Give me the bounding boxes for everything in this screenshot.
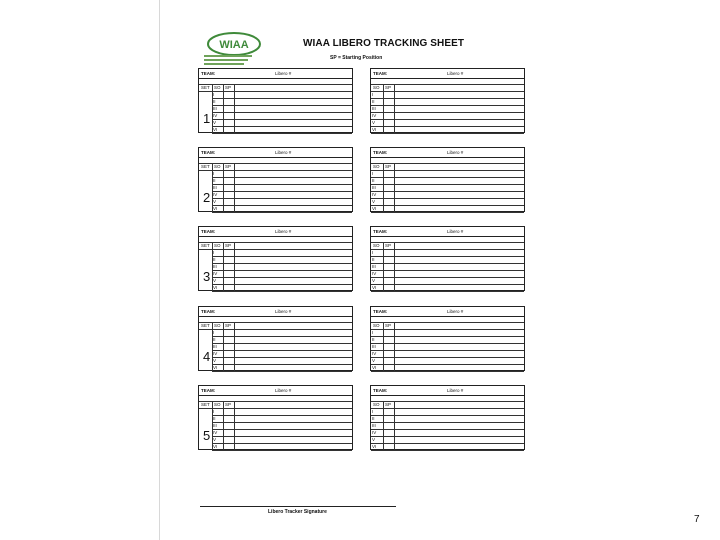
- team-label: TEAM:: [201, 229, 216, 234]
- rotation-label: I: [213, 171, 215, 176]
- tracking-box: [198, 147, 353, 212]
- grid-rule: [212, 422, 352, 423]
- rotation-label: VI: [213, 365, 218, 370]
- rotation-label: V: [213, 199, 217, 204]
- libero-label: Libero #: [275, 150, 292, 155]
- box-header: [371, 69, 524, 79]
- grid-column-rule: [394, 242, 395, 291]
- rotation-label: IV: [372, 351, 377, 356]
- tracking-box: [198, 226, 353, 291]
- column-headers: [199, 242, 352, 249]
- column-header: SO: [373, 402, 380, 407]
- rotation-label: I: [213, 409, 215, 414]
- grid-rule: [199, 242, 352, 243]
- rotation-label: III: [213, 185, 217, 190]
- rotation-label: II: [372, 99, 375, 104]
- column-header: SET: [201, 323, 210, 328]
- rotation-label: III: [372, 106, 376, 111]
- grid-column-rule: [383, 84, 384, 133]
- column-header: SO: [373, 164, 380, 169]
- rotation-label: III: [213, 264, 217, 269]
- column-header: SP: [225, 323, 232, 328]
- grid-rule: [212, 436, 352, 437]
- column-header: SP: [385, 85, 392, 90]
- column-header: SO: [373, 243, 380, 248]
- grid-column-rule: [234, 242, 235, 291]
- column-header: SP: [225, 243, 232, 248]
- grid-rule: [212, 184, 352, 185]
- rotation-label: IV: [372, 271, 377, 276]
- rotation-label: III: [372, 423, 376, 428]
- rotation-label: IV: [213, 430, 218, 435]
- grid-rule: [212, 371, 352, 372]
- grid-rule: [212, 357, 352, 358]
- grid-rule: [371, 450, 524, 451]
- rotation-label: V: [213, 278, 217, 283]
- rotation-label: V: [372, 437, 376, 442]
- rotation-label: VI: [213, 127, 218, 132]
- column-header: SP: [385, 164, 392, 169]
- column-header: SP: [385, 243, 392, 248]
- rotation-label: I: [372, 92, 374, 97]
- grid-column-rule: [223, 322, 224, 371]
- column-header: SO: [214, 243, 221, 248]
- tracking-box: [198, 385, 353, 450]
- grid-rule: [199, 91, 352, 92]
- team-label: TEAM:: [373, 388, 388, 393]
- set-number: 2: [203, 190, 211, 205]
- grid-rule: [371, 212, 524, 213]
- rotation-label: II: [213, 257, 216, 262]
- rotation-label: VI: [372, 365, 377, 370]
- grid-rule: [212, 112, 352, 113]
- rotation-label: VI: [213, 285, 218, 290]
- set-number: 3: [203, 269, 211, 284]
- grid-rule: [199, 249, 352, 250]
- rotation-label: V: [372, 278, 376, 283]
- grid-rule: [212, 291, 352, 292]
- rotation-label: V: [372, 120, 376, 125]
- grid-column-rule: [383, 401, 384, 450]
- libero-label: Libero #: [447, 150, 464, 155]
- column-header: SET: [201, 402, 210, 407]
- rotation-label: II: [213, 99, 216, 104]
- grid-rule: [212, 270, 352, 271]
- column-header: SET: [201, 85, 210, 90]
- team-label: TEAM:: [201, 150, 216, 155]
- set-number: 1: [203, 111, 211, 126]
- tracking-box: [370, 385, 525, 450]
- tracking-box: [370, 68, 525, 133]
- column-header: SO: [214, 323, 221, 328]
- grid-column-rule: [223, 401, 224, 450]
- grid-rule: [199, 408, 352, 409]
- rotation-label: III: [372, 264, 376, 269]
- grid-rule: [199, 170, 352, 171]
- document-page: [160, 0, 720, 540]
- grid-rule: [371, 291, 524, 292]
- rotation-label: II: [213, 416, 216, 421]
- rotation-label: V: [372, 199, 376, 204]
- rotation-label: VI: [372, 206, 377, 211]
- team-label: TEAM:: [373, 71, 388, 76]
- grid-rule: [212, 350, 352, 351]
- column-header: SO: [373, 323, 380, 328]
- tracking-box: [370, 306, 525, 371]
- rotation-label: I: [372, 171, 374, 176]
- rotation-label: VI: [372, 127, 377, 132]
- grid-rule: [212, 119, 352, 120]
- rotation-label: IV: [213, 351, 218, 356]
- grid-rule: [199, 84, 352, 85]
- rotation-label: II: [372, 178, 375, 183]
- grid-column-rule: [234, 322, 235, 371]
- libero-label: Libero #: [447, 229, 464, 234]
- team-label: TEAM:: [201, 388, 216, 393]
- column-header: SP: [225, 402, 232, 407]
- tracking-box: [198, 68, 353, 133]
- grid-rule: [212, 450, 352, 451]
- grid-rule: [199, 322, 352, 323]
- box-header: [371, 386, 524, 396]
- page-number: 7: [694, 514, 700, 525]
- rotation-label: III: [213, 344, 217, 349]
- grid-rule: [212, 284, 352, 285]
- grid-rule: [212, 256, 352, 257]
- rotation-label: I: [213, 92, 215, 97]
- set-number: 4: [203, 349, 211, 364]
- libero-label: Libero #: [447, 71, 464, 76]
- tracking-box: [370, 226, 525, 291]
- rotation-label: III: [213, 423, 217, 428]
- grid-rule: [212, 198, 352, 199]
- rotation-label: IV: [213, 192, 218, 197]
- grid-column-rule: [383, 322, 384, 371]
- column-header: SP: [225, 164, 232, 169]
- rotation-label: VI: [213, 444, 218, 449]
- grid-rule: [212, 133, 352, 134]
- grid-rule: [212, 263, 352, 264]
- libero-label: Libero #: [275, 309, 292, 314]
- column-header: SET: [201, 164, 210, 169]
- team-label: TEAM:: [201, 309, 216, 314]
- rotation-label: IV: [372, 113, 377, 118]
- column-headers: [199, 84, 352, 91]
- sheet-subtitle: SP = Starting Position: [330, 55, 383, 61]
- column-header: SET: [201, 243, 210, 248]
- box-header: [199, 307, 352, 317]
- grid-rule: [371, 133, 524, 134]
- rotation-label: VI: [213, 206, 218, 211]
- team-label: TEAM:: [373, 229, 388, 234]
- rotation-label: VI: [372, 444, 377, 449]
- logo-tagline-lines: [204, 53, 258, 65]
- rotation-label: II: [372, 337, 375, 342]
- rotation-label: IV: [372, 192, 377, 197]
- box-header: [371, 227, 524, 237]
- column-header: SO: [214, 164, 221, 169]
- grid-rule: [212, 364, 352, 365]
- rotation-label: I: [372, 330, 374, 335]
- rotation-label: III: [213, 106, 217, 111]
- rotation-label: IV: [213, 113, 218, 118]
- rotation-label: II: [372, 416, 375, 421]
- libero-label: Libero #: [275, 388, 292, 393]
- team-label: TEAM:: [373, 150, 388, 155]
- rotation-label: V: [213, 358, 217, 363]
- grid-rule: [212, 429, 352, 430]
- rotation-label: V: [213, 437, 217, 442]
- grid-rule: [199, 401, 352, 402]
- box-header: [199, 148, 352, 158]
- grid-rule: [212, 105, 352, 106]
- box-header: [199, 386, 352, 396]
- grid-column-rule: [223, 242, 224, 291]
- team-label: TEAM:: [373, 309, 388, 314]
- grid-column-rule: [223, 84, 224, 133]
- rotation-label: II: [213, 337, 216, 342]
- column-header: SO: [214, 85, 221, 90]
- box-header: [371, 307, 524, 317]
- rotation-label: V: [213, 120, 217, 125]
- libero-label: Libero #: [275, 71, 292, 76]
- grid-column-rule: [234, 401, 235, 450]
- column-header: SO: [214, 402, 221, 407]
- grid-column-rule: [394, 401, 395, 450]
- grid-rule: [212, 177, 352, 178]
- rotation-label: I: [213, 330, 215, 335]
- sheet-title: WIAA LIBERO TRACKING SHEET: [303, 38, 465, 49]
- grid-rule: [212, 205, 352, 206]
- set-number: 5: [203, 428, 211, 443]
- logo-text: WIAA: [219, 39, 249, 51]
- libero-label: Libero #: [447, 309, 464, 314]
- rotation-label: I: [372, 250, 374, 255]
- team-label: TEAM:: [201, 71, 216, 76]
- rotation-label: III: [372, 344, 376, 349]
- signature-label: Libero Tracker Signature: [268, 509, 327, 515]
- rotation-label: IV: [213, 271, 218, 276]
- grid-column-rule: [383, 242, 384, 291]
- grid-column-rule: [394, 84, 395, 133]
- grid-rule: [212, 212, 352, 213]
- box-header: [199, 69, 352, 79]
- grid-rule: [212, 415, 352, 416]
- grid-column-rule: [234, 163, 235, 212]
- column-headers: [199, 163, 352, 170]
- grid-column-rule: [223, 163, 224, 212]
- grid-column-rule: [394, 322, 395, 371]
- rotation-label: II: [213, 178, 216, 183]
- grid-rule: [212, 343, 352, 344]
- grid-rule: [212, 98, 352, 99]
- grid-column-rule: [394, 163, 395, 212]
- grid-rule: [212, 277, 352, 278]
- rotation-label: I: [372, 409, 374, 414]
- libero-label: Libero #: [275, 229, 292, 234]
- column-header: SP: [385, 402, 392, 407]
- grid-rule: [199, 329, 352, 330]
- grid-rule: [212, 336, 352, 337]
- column-header: SO: [373, 85, 380, 90]
- box-header: [199, 227, 352, 237]
- column-header: SP: [225, 85, 232, 90]
- grid-rule: [212, 443, 352, 444]
- grid-rule: [212, 191, 352, 192]
- rotation-label: VI: [372, 285, 377, 290]
- rotation-label: I: [213, 250, 215, 255]
- grid-rule: [199, 163, 352, 164]
- rotation-label: III: [372, 185, 376, 190]
- grid-column-rule: [383, 163, 384, 212]
- grid-rule: [212, 126, 352, 127]
- grid-column-rule: [234, 84, 235, 133]
- libero-label: Libero #: [447, 388, 464, 393]
- grid-rule: [371, 371, 524, 372]
- column-header: SP: [385, 323, 392, 328]
- tracking-box: [370, 147, 525, 212]
- column-headers: [199, 401, 352, 408]
- rotation-label: V: [372, 358, 376, 363]
- box-header: [371, 148, 524, 158]
- tracking-box: [198, 306, 353, 371]
- rotation-label: IV: [372, 430, 377, 435]
- column-headers: [199, 322, 352, 329]
- rotation-label: II: [372, 257, 375, 262]
- signature-line: [200, 506, 396, 507]
